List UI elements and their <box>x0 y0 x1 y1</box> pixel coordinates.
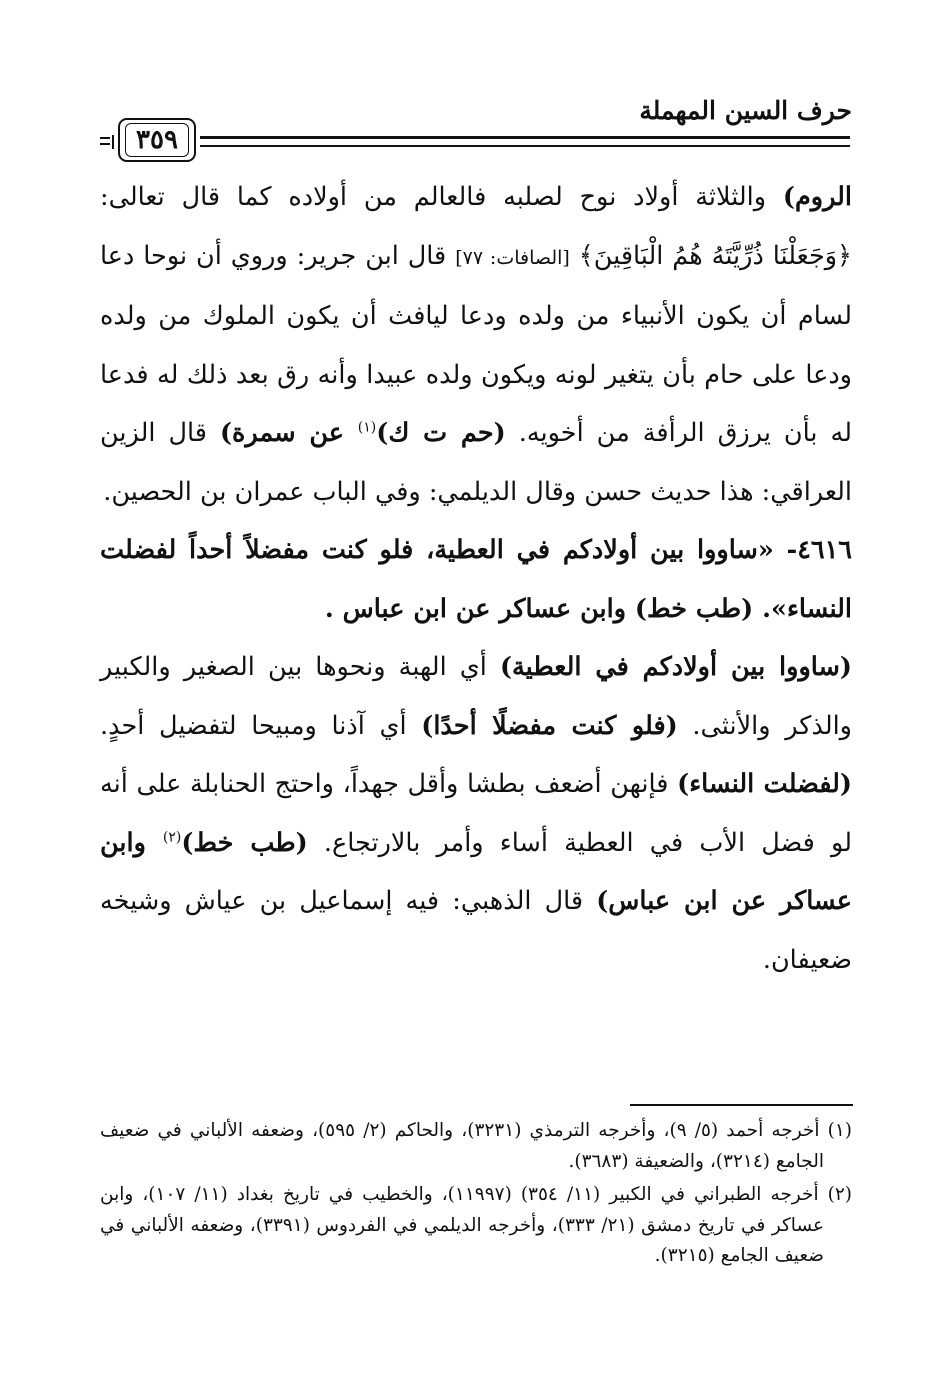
header-rule-thick <box>200 136 850 139</box>
bold-span: الروم) <box>782 182 852 212</box>
commentary-paragraph-1 <box>100 168 852 521</box>
bold-span: (لفضلت النساء) <box>677 769 852 799</box>
commentary-paragraph-2 <box>100 638 852 989</box>
text-span: قال ابن جرير: وروي أن نوحا دعا لسام أن يكون الأنبياء من ولده ودعا ليافث أن يكون الملوك من ولده ودعا على حام بأن يتغير لونه ويكون ولده عبيدا وأنه رق بعد ذلك له فدعا له بأن يرزق الرأفة من أخويه. <box>100 240 852 448</box>
footnote-1: (١) أخرجه أحمد (٥/ ٩)، وأخرجه الترمذي (٣٢٣١)، والحاكم (٢/ ٥٩٥)، وضعفه الألباني في ضعيف الجامع (٣٢١٤)، والضعيفة (٣٦٨٣). <box>100 1120 852 1172</box>
footnote-marker-1[interactable]: (١) <box>357 419 377 436</box>
text-span: أي آذنا ومبيحا لتفضيل أحدٍ. <box>100 710 422 741</box>
text-span: والثلاثة أولاد نوح لصلبه فالعالم من أولاده كما قال تعالى: ﴿وَجَعَلْنَا ذُرِّيَّتَهُ هُمُ الْبَاقِينَ﴾ <box>100 182 852 271</box>
page-number: ٣٥٩ <box>118 118 196 162</box>
hadith-source: . (طب خط) وابن عساكر عن ابن عباس . <box>324 593 771 624</box>
footnotes <box>100 1116 852 1275</box>
source-codes: (طب خط) <box>181 827 308 858</box>
text-span: قال الزين العراقي: هذا حديث حسن وقال الديلمي: وفي الباب عمران بن الحصين. <box>100 418 852 507</box>
ornament-icon <box>98 135 118 149</box>
footnote-2: (٢) أخرجه الطبراني في الكبير (١١/ ٣٥٤) (١١٩٩٧)، والخطيب في تاريخ بغداد (١١/ ١٠٧)، وابن عساكر في تاريخ دمشق (٢١/ ٣٣٣)، وأخرجه الديلمي في الفردوس (٣٣٩١)، وضعفه الألباني في ضعيف الجامع (٣٢١٥). <box>100 1184 852 1266</box>
header-rule-thin <box>200 145 850 147</box>
running-title: حرف السين المهملة <box>639 96 852 125</box>
hadith-4616 <box>100 521 852 638</box>
main-text <box>100 168 852 989</box>
narrator: وابن عساكر عن ابن عباس) <box>100 827 852 916</box>
source-codes: (حم ت ك) <box>376 418 506 448</box>
hadith-text: ٤٦١٦- «ساووا بين أولادكم في العطية، فلو كنت مفضلاً أحداً لفضلت النساء» <box>100 535 852 624</box>
text-span: قال الذهبي: فيه إسماعيل بن عياش وشيخه ضعيفان. <box>100 886 852 975</box>
text-span: أي الهبة ونحوها بين الصغير والكبير والذكر والأنثى. <box>100 652 852 741</box>
text-span: فإنهن أضعف بطشا وأقل جهداً، واحتج الحنابلة على أنه لو فضل الأب في العطية أساء وأمر بالارتجاع. <box>100 769 852 858</box>
quran-reference: [الصافات: ٧٧] <box>455 246 570 269</box>
bold-span: (فلو كنت مفضلًا أحدًا) <box>421 710 678 741</box>
narrator: عن سمرة) <box>219 418 358 448</box>
footnote-marker-2[interactable]: (٢) <box>162 829 182 845</box>
footnote-divider <box>630 1104 853 1106</box>
bold-span: (ساووا بين أولادكم في العطية) <box>499 652 852 682</box>
